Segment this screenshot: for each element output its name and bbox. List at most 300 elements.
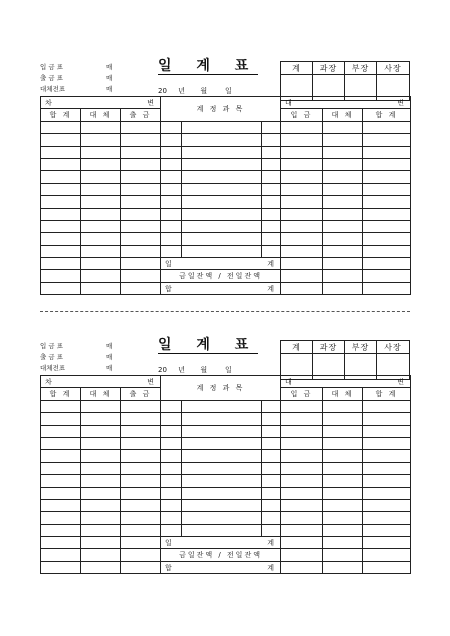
entry-cell[interactable] bbox=[182, 220, 262, 232]
entry-cell[interactable] bbox=[363, 171, 411, 183]
total-label: 금일잔액 / 전일잔액 bbox=[161, 270, 281, 282]
entry-cell[interactable] bbox=[323, 282, 363, 294]
entry-cell[interactable] bbox=[121, 282, 161, 294]
entry-cell[interactable] bbox=[182, 499, 262, 511]
total-label: 일 계 bbox=[161, 537, 281, 549]
entry-cell[interactable] bbox=[281, 425, 323, 437]
entry-cell[interactable] bbox=[363, 158, 411, 170]
entry-cell[interactable] bbox=[121, 208, 161, 220]
entry-cell[interactable] bbox=[281, 134, 323, 146]
entry-cell[interactable] bbox=[363, 425, 411, 437]
entry-cell[interactable] bbox=[161, 245, 182, 257]
entry-cell[interactable] bbox=[41, 158, 81, 170]
table-row bbox=[41, 134, 411, 146]
entry-cell[interactable] bbox=[182, 400, 262, 412]
entry-cell[interactable] bbox=[81, 549, 121, 561]
entry-cell[interactable] bbox=[81, 220, 121, 232]
table-row bbox=[41, 233, 411, 245]
entry-cell[interactable] bbox=[262, 475, 281, 487]
entry-cell[interactable] bbox=[182, 121, 262, 133]
entry-cell[interactable] bbox=[121, 524, 161, 536]
entry-cell[interactable] bbox=[363, 233, 411, 245]
entry-cell[interactable] bbox=[121, 233, 161, 245]
entry-cell[interactable] bbox=[281, 183, 323, 195]
form-title: 일 계 표 bbox=[158, 58, 259, 74]
entry-cell[interactable] bbox=[81, 561, 121, 573]
entry-cell[interactable] bbox=[81, 475, 121, 487]
entry-cell[interactable] bbox=[363, 400, 411, 412]
approval-manager: 부장 bbox=[345, 341, 377, 354]
entry-cell[interactable] bbox=[363, 450, 411, 462]
entry-cell[interactable] bbox=[81, 282, 121, 294]
entry-cell[interactable] bbox=[323, 462, 363, 474]
entry-cell[interactable] bbox=[262, 524, 281, 536]
entry-cell[interactable] bbox=[262, 158, 281, 170]
entry-cell[interactable] bbox=[182, 487, 262, 499]
entry-cell[interactable] bbox=[363, 196, 411, 208]
entry-cell[interactable] bbox=[323, 512, 363, 524]
approval-box bbox=[280, 340, 410, 380]
form-title: 일 계 표 bbox=[158, 337, 259, 353]
entry-cell[interactable] bbox=[323, 537, 363, 549]
entry-cell[interactable] bbox=[81, 487, 121, 499]
entry-cell[interactable] bbox=[262, 425, 281, 437]
entry-cell[interactable] bbox=[363, 282, 411, 294]
entry-cell[interactable] bbox=[363, 475, 411, 487]
entry-cell[interactable] bbox=[41, 487, 81, 499]
entry-cell[interactable] bbox=[363, 134, 411, 146]
entry-cell[interactable] bbox=[81, 146, 121, 158]
entry-cell[interactable] bbox=[281, 171, 323, 183]
entry-cell[interactable] bbox=[262, 121, 281, 133]
total-label: 합 계 bbox=[161, 561, 281, 573]
entry-cell[interactable] bbox=[182, 245, 262, 257]
entry-cell[interactable] bbox=[41, 183, 81, 195]
entry-cell[interactable] bbox=[41, 233, 81, 245]
entry-cell[interactable] bbox=[121, 475, 161, 487]
entry-cell[interactable] bbox=[121, 561, 161, 573]
entry-cell[interactable] bbox=[323, 475, 363, 487]
entry-cell[interactable] bbox=[161, 121, 182, 133]
entry-cell[interactable] bbox=[323, 425, 363, 437]
account-title-header: 계 정 과 목 bbox=[161, 376, 281, 401]
entry-cell[interactable] bbox=[121, 134, 161, 146]
entry-cell[interactable] bbox=[182, 196, 262, 208]
entry-cell[interactable] bbox=[323, 499, 363, 511]
entry-cell[interactable] bbox=[121, 400, 161, 412]
table-row bbox=[41, 524, 411, 536]
entry-cell[interactable] bbox=[81, 537, 121, 549]
entry-cell[interactable] bbox=[121, 258, 161, 270]
entry-cell[interactable] bbox=[41, 499, 81, 511]
entry-cell[interactable] bbox=[161, 208, 182, 220]
entry-cell[interactable] bbox=[41, 245, 81, 257]
slip-transfer: 대체전표 매 bbox=[40, 364, 113, 372]
entry-cell[interactable] bbox=[41, 549, 81, 561]
entry-cell[interactable] bbox=[281, 146, 323, 158]
entry-cell[interactable] bbox=[41, 196, 81, 208]
date-line: 20 년 월 일 bbox=[158, 366, 232, 374]
table-row bbox=[41, 499, 411, 511]
entry-cell[interactable] bbox=[363, 462, 411, 474]
entry-cell[interactable] bbox=[281, 437, 323, 449]
table-row bbox=[41, 462, 411, 474]
entry-cell[interactable] bbox=[121, 549, 161, 561]
entry-cell[interactable] bbox=[41, 121, 81, 133]
entry-cell[interactable] bbox=[161, 425, 182, 437]
entry-cell[interactable] bbox=[262, 450, 281, 462]
col-credit-deposit: 입 금 bbox=[281, 388, 323, 400]
col-credit-transfer: 대 체 bbox=[323, 388, 363, 400]
entry-cell[interactable] bbox=[281, 400, 323, 412]
entry-cell[interactable] bbox=[121, 450, 161, 462]
entry-cell[interactable] bbox=[161, 475, 182, 487]
entry-cell[interactable] bbox=[161, 437, 182, 449]
slip-withdrawal: 출 금 표 매 bbox=[40, 74, 113, 82]
entry-cell[interactable] bbox=[121, 499, 161, 511]
entry-cell[interactable] bbox=[262, 183, 281, 195]
entry-cell[interactable] bbox=[41, 282, 81, 294]
entry-cell[interactable] bbox=[281, 208, 323, 220]
table-row bbox=[41, 425, 411, 437]
entry-cell[interactable] bbox=[262, 146, 281, 158]
entry-cell[interactable] bbox=[161, 413, 182, 425]
daily-total-row bbox=[41, 258, 411, 270]
entry-cell[interactable] bbox=[121, 425, 161, 437]
entry-cell[interactable] bbox=[41, 537, 81, 549]
entry-cell[interactable] bbox=[323, 437, 363, 449]
slip-withdrawal: 출 금 표 매 bbox=[40, 353, 113, 361]
entry-cell[interactable] bbox=[161, 512, 182, 524]
entry-cell[interactable] bbox=[41, 462, 81, 474]
entry-cell[interactable] bbox=[262, 208, 281, 220]
entry-cell[interactable] bbox=[262, 245, 281, 257]
entry-cell[interactable] bbox=[182, 208, 262, 220]
entry-cell[interactable] bbox=[161, 499, 182, 511]
entry-cell[interactable] bbox=[81, 400, 121, 412]
table-row bbox=[41, 437, 411, 449]
entry-cell[interactable] bbox=[323, 146, 363, 158]
table-row bbox=[41, 413, 411, 425]
entry-cell[interactable] bbox=[281, 413, 323, 425]
entry-cell[interactable] bbox=[363, 549, 411, 561]
entry-cell[interactable] bbox=[363, 183, 411, 195]
entry-cell[interactable] bbox=[41, 475, 81, 487]
approval-section-chief: 과장 bbox=[313, 62, 345, 75]
entry-cell[interactable] bbox=[41, 425, 81, 437]
entry-cell[interactable] bbox=[363, 270, 411, 282]
cut-line bbox=[40, 311, 410, 312]
entry-cell[interactable] bbox=[281, 524, 323, 536]
entry-cell[interactable] bbox=[121, 146, 161, 158]
entry-cell[interactable] bbox=[281, 512, 323, 524]
entry-cell[interactable] bbox=[262, 400, 281, 412]
entry-cell[interactable] bbox=[323, 233, 363, 245]
entry-cell[interactable] bbox=[121, 245, 161, 257]
entry-cell[interactable] bbox=[262, 233, 281, 245]
entry-cell[interactable] bbox=[323, 245, 363, 257]
approval-president: 사장 bbox=[377, 341, 409, 354]
entry-cell[interactable] bbox=[323, 196, 363, 208]
entry-cell[interactable] bbox=[161, 400, 182, 412]
entry-cell[interactable] bbox=[281, 487, 323, 499]
total-label: 일 계 bbox=[161, 258, 281, 270]
entry-cell[interactable] bbox=[323, 270, 363, 282]
entry-cell[interactable] bbox=[281, 233, 323, 245]
table-row bbox=[41, 208, 411, 220]
entry-cell[interactable] bbox=[182, 450, 262, 462]
entry-cell[interactable] bbox=[81, 208, 121, 220]
entry-cell[interactable] bbox=[121, 158, 161, 170]
table-row bbox=[41, 121, 411, 133]
entry-cell[interactable] bbox=[182, 425, 262, 437]
entry-cell[interactable] bbox=[323, 220, 363, 232]
entry-cell[interactable] bbox=[262, 462, 281, 474]
ledger-table bbox=[40, 375, 411, 574]
entry-cell[interactable] bbox=[262, 134, 281, 146]
entry-cell[interactable] bbox=[262, 413, 281, 425]
table-row bbox=[41, 475, 411, 487]
entry-cell[interactable] bbox=[161, 233, 182, 245]
entry-cell[interactable] bbox=[281, 282, 323, 294]
entry-cell[interactable] bbox=[182, 524, 262, 536]
entry-cell[interactable] bbox=[81, 196, 121, 208]
debit-header: 차 변 bbox=[41, 376, 161, 388]
entry-cell[interactable] bbox=[161, 487, 182, 499]
entry-cell[interactable] bbox=[81, 437, 121, 449]
header-row-sides bbox=[41, 97, 411, 109]
col-debit-withdrawal: 출 금 bbox=[121, 109, 161, 121]
entry-cell[interactable] bbox=[121, 196, 161, 208]
col-credit-total: 합 계 bbox=[363, 109, 411, 121]
entry-cell[interactable] bbox=[161, 450, 182, 462]
entry-cell[interactable] bbox=[121, 437, 161, 449]
entry-cell[interactable] bbox=[262, 196, 281, 208]
entry-cell[interactable] bbox=[81, 524, 121, 536]
entry-cell[interactable] bbox=[323, 208, 363, 220]
entry-cell[interactable] bbox=[281, 537, 323, 549]
entry-cell[interactable] bbox=[182, 437, 262, 449]
daily-total-row bbox=[41, 537, 411, 549]
entry-cell[interactable] bbox=[81, 233, 121, 245]
entry-cell[interactable] bbox=[81, 462, 121, 474]
entry-cell[interactable] bbox=[41, 437, 81, 449]
entry-cell[interactable] bbox=[281, 121, 323, 133]
slip-counts bbox=[40, 62, 130, 95]
entry-cell[interactable] bbox=[41, 270, 81, 282]
approval-president: 사장 bbox=[377, 62, 409, 75]
entry-cell[interactable] bbox=[363, 499, 411, 511]
col-credit-deposit: 입 금 bbox=[281, 109, 323, 121]
entry-cell[interactable] bbox=[182, 233, 262, 245]
entry-cell[interactable] bbox=[182, 183, 262, 195]
grand-total-row bbox=[41, 561, 411, 573]
table-row bbox=[41, 171, 411, 183]
entry-cell[interactable] bbox=[323, 134, 363, 146]
entry-cell[interactable] bbox=[281, 462, 323, 474]
entry-cell[interactable] bbox=[363, 512, 411, 524]
balance-row bbox=[41, 549, 411, 561]
entry-cell[interactable] bbox=[41, 450, 81, 462]
slip-transfer: 대체전표 매 bbox=[40, 85, 113, 93]
entry-cell[interactable] bbox=[363, 413, 411, 425]
entry-cell[interactable] bbox=[121, 171, 161, 183]
entry-cell[interactable] bbox=[182, 475, 262, 487]
entry-cell[interactable] bbox=[363, 487, 411, 499]
entry-cell[interactable] bbox=[81, 134, 121, 146]
entry-cell[interactable] bbox=[281, 549, 323, 561]
total-label: 합 계 bbox=[161, 282, 281, 294]
entry-cell[interactable] bbox=[323, 121, 363, 133]
entry-cell[interactable] bbox=[323, 561, 363, 573]
entry-cell[interactable] bbox=[323, 171, 363, 183]
entry-cell[interactable] bbox=[41, 146, 81, 158]
entry-cell[interactable] bbox=[363, 561, 411, 573]
entry-cell[interactable] bbox=[182, 158, 262, 170]
entry-cell[interactable] bbox=[81, 258, 121, 270]
entry-cell[interactable] bbox=[182, 146, 262, 158]
entry-cell[interactable] bbox=[363, 146, 411, 158]
entry-cell[interactable] bbox=[41, 413, 81, 425]
entry-cell[interactable] bbox=[323, 258, 363, 270]
entry-cell[interactable] bbox=[281, 158, 323, 170]
entry-cell[interactable] bbox=[182, 171, 262, 183]
entry-cell[interactable] bbox=[161, 146, 182, 158]
table-row bbox=[41, 512, 411, 524]
entry-cell[interactable] bbox=[262, 171, 281, 183]
approval-staff: 계 bbox=[281, 62, 313, 75]
slip-deposit: 입 금 표 매 bbox=[40, 342, 113, 350]
entry-cell[interactable] bbox=[121, 487, 161, 499]
ledger-table bbox=[40, 96, 411, 295]
entry-cell[interactable] bbox=[363, 245, 411, 257]
entry-cell[interactable] bbox=[161, 183, 182, 195]
grand-total-row bbox=[41, 282, 411, 294]
approval-staff: 계 bbox=[281, 341, 313, 354]
entry-cell[interactable] bbox=[363, 220, 411, 232]
entry-cell[interactable] bbox=[41, 171, 81, 183]
entry-cell[interactable] bbox=[161, 171, 182, 183]
entry-cell[interactable] bbox=[161, 524, 182, 536]
entry-cell[interactable] bbox=[281, 258, 323, 270]
table-row bbox=[41, 245, 411, 257]
approval-section-chief: 과장 bbox=[313, 341, 345, 354]
table-row bbox=[41, 487, 411, 499]
entry-cell[interactable] bbox=[81, 158, 121, 170]
entry-cell[interactable] bbox=[41, 258, 81, 270]
entry-cell[interactable] bbox=[161, 158, 182, 170]
entry-cell[interactable] bbox=[81, 121, 121, 133]
entry-cell[interactable] bbox=[323, 450, 363, 462]
entry-cell[interactable] bbox=[262, 499, 281, 511]
entry-cell[interactable] bbox=[81, 499, 121, 511]
entry-cell[interactable] bbox=[262, 512, 281, 524]
table-row bbox=[41, 196, 411, 208]
col-debit-withdrawal: 출 금 bbox=[121, 388, 161, 400]
credit-header: 대 변 bbox=[281, 376, 411, 388]
entry-cell[interactable] bbox=[323, 487, 363, 499]
col-debit-total: 합 계 bbox=[41, 109, 81, 121]
entry-cell[interactable] bbox=[81, 171, 121, 183]
entry-cell[interactable] bbox=[121, 270, 161, 282]
entry-cell[interactable] bbox=[182, 512, 262, 524]
entry-cell[interactable] bbox=[281, 561, 323, 573]
entry-cell[interactable] bbox=[323, 183, 363, 195]
entry-cell[interactable] bbox=[363, 537, 411, 549]
entry-cell[interactable] bbox=[81, 183, 121, 195]
entry-cell[interactable] bbox=[41, 208, 81, 220]
entry-cell[interactable] bbox=[323, 549, 363, 561]
entry-cell[interactable] bbox=[281, 220, 323, 232]
header-row-sides bbox=[41, 376, 411, 388]
entry-cell[interactable] bbox=[41, 400, 81, 412]
entry-cell[interactable] bbox=[161, 220, 182, 232]
entry-cell[interactable] bbox=[363, 258, 411, 270]
balance-row bbox=[41, 270, 411, 282]
entry-cell[interactable] bbox=[81, 413, 121, 425]
entry-cell[interactable] bbox=[182, 413, 262, 425]
entry-cell[interactable] bbox=[121, 121, 161, 133]
entry-cell[interactable] bbox=[363, 208, 411, 220]
entry-cell[interactable] bbox=[121, 462, 161, 474]
entry-cell[interactable] bbox=[281, 499, 323, 511]
entry-cell[interactable] bbox=[121, 537, 161, 549]
entry-cell[interactable] bbox=[262, 487, 281, 499]
account-title-header: 계 정 과 목 bbox=[161, 97, 281, 122]
table-row bbox=[41, 450, 411, 462]
entry-cell[interactable] bbox=[182, 462, 262, 474]
entry-cell[interactable] bbox=[281, 475, 323, 487]
entry-cell[interactable] bbox=[41, 220, 81, 232]
entry-cell[interactable] bbox=[121, 220, 161, 232]
entry-cell[interactable] bbox=[281, 196, 323, 208]
entry-cell[interactable] bbox=[363, 524, 411, 536]
col-debit-total: 합 계 bbox=[41, 388, 81, 400]
entry-cell[interactable] bbox=[323, 158, 363, 170]
entry-cell[interactable] bbox=[363, 121, 411, 133]
col-debit-transfer: 대 체 bbox=[81, 109, 121, 121]
entry-cell[interactable] bbox=[323, 524, 363, 536]
entry-cell[interactable] bbox=[41, 524, 81, 536]
entry-cell[interactable] bbox=[41, 134, 81, 146]
entry-cell[interactable] bbox=[121, 183, 161, 195]
entry-cell[interactable] bbox=[323, 400, 363, 412]
entry-cell[interactable] bbox=[281, 245, 323, 257]
col-credit-transfer: 대 체 bbox=[323, 109, 363, 121]
entry-cell[interactable] bbox=[281, 450, 323, 462]
entry-cell[interactable] bbox=[81, 425, 121, 437]
entry-cell[interactable] bbox=[41, 561, 81, 573]
entry-cell[interactable] bbox=[323, 413, 363, 425]
entry-cell[interactable] bbox=[161, 462, 182, 474]
entry-cell[interactable] bbox=[182, 134, 262, 146]
entry-cell[interactable] bbox=[161, 196, 182, 208]
entry-cell[interactable] bbox=[81, 512, 121, 524]
entry-cell[interactable] bbox=[81, 270, 121, 282]
col-debit-transfer: 대 체 bbox=[81, 388, 121, 400]
entry-cell[interactable] bbox=[262, 220, 281, 232]
entry-cell[interactable] bbox=[121, 413, 161, 425]
entry-cell[interactable] bbox=[363, 437, 411, 449]
entry-cell[interactable] bbox=[41, 512, 81, 524]
entry-cell[interactable] bbox=[161, 134, 182, 146]
entry-cell[interactable] bbox=[281, 270, 323, 282]
entry-cell[interactable] bbox=[81, 245, 121, 257]
entry-cell[interactable] bbox=[81, 450, 121, 462]
entry-cell[interactable] bbox=[121, 512, 161, 524]
slip-deposit: 입 금 표 매 bbox=[40, 63, 113, 71]
entry-cell[interactable] bbox=[262, 437, 281, 449]
